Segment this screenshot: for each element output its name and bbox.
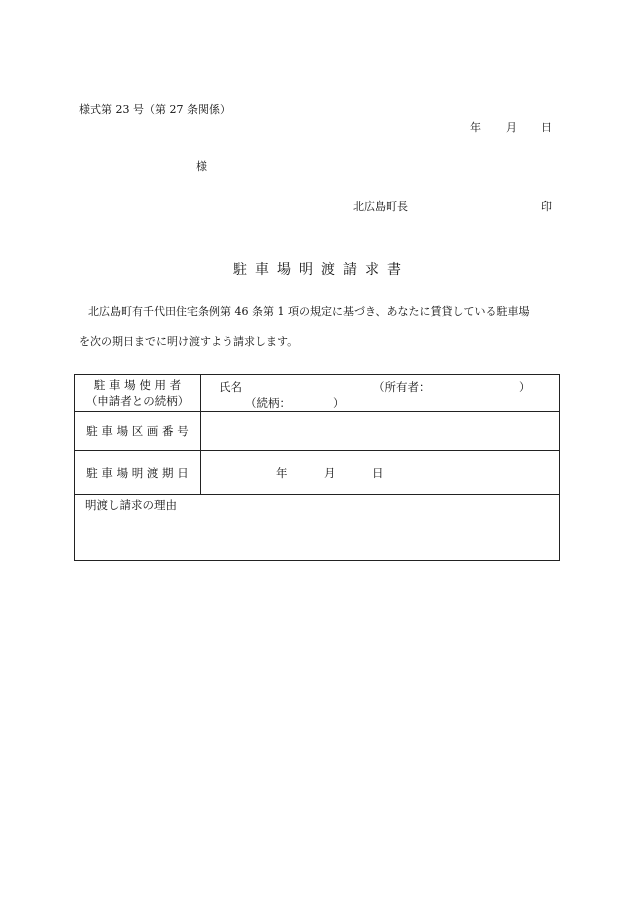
table-row-user (75, 375, 560, 412)
owner-close: ） (519, 380, 531, 394)
form-number: 様式第 23 号（第 27 条関係） (79, 103, 231, 116)
relation-open: （続柄： (245, 396, 291, 410)
document-title: 駐車場明渡請求書 (233, 262, 409, 278)
user-label-cell (75, 375, 201, 412)
table-row-reason (75, 495, 560, 561)
handover-day-label: 日 (372, 466, 384, 480)
table-row-handover-date (75, 451, 560, 495)
date-month-label: 月 (506, 121, 517, 134)
lot-number-label: 駐 車 場 区 画 番 号 (75, 412, 201, 451)
handover-month-label: 月 (324, 466, 336, 480)
issuer-name: 北広島町長 (353, 200, 408, 213)
date-day-label: 日 (541, 121, 552, 134)
handover-year-label: 年 (276, 466, 288, 480)
table-row-lot-number (75, 412, 560, 451)
date-year-label: 年 (470, 121, 481, 134)
user-value-cell[interactable] (201, 375, 560, 412)
request-form-table (74, 374, 560, 561)
owner-open: （所有者： (373, 380, 431, 394)
relation-close: ） (333, 396, 345, 410)
reason-cell[interactable] (75, 495, 560, 561)
user-label-line1: 駐 車 場 使 用 者 (93, 378, 182, 392)
body-line-1: 北広島町有千代田住宅条例第 46 条第 1 項の規定に基づき、あなたに賃貸している駐車場 (88, 305, 530, 318)
addressee-suffix: 様 (196, 160, 207, 173)
reason-label: 明渡し請求の理由 (85, 498, 177, 512)
handover-date-label: 駐 車 場 明 渡 期 日 (75, 451, 201, 495)
name-label: 氏名 (219, 380, 242, 394)
user-label-line2: （申請者との続柄） (85, 394, 190, 408)
seal-mark: 印 (541, 200, 552, 213)
handover-date-value[interactable] (201, 451, 560, 495)
body-line-2: を次の期日までに明け渡すよう請求します。 (79, 335, 299, 348)
lot-number-value[interactable] (201, 412, 560, 451)
